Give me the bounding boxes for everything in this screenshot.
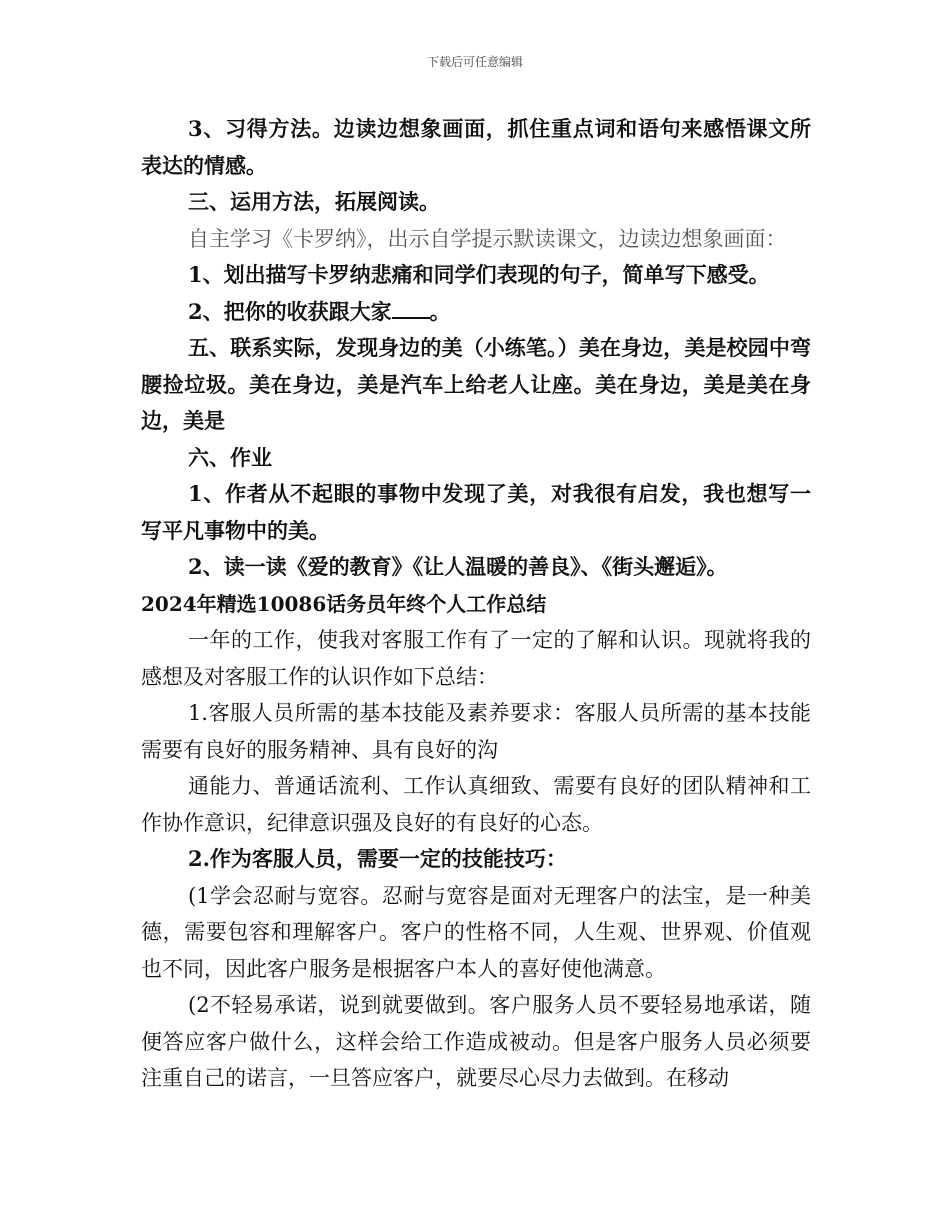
paragraph-patience: (1学会忍耐与宽容。忍耐与宽容是面对无理客户的法宝，是一种美德，需要包容和理解客户。客户的性格不同，人生观、世界观、价值观也不同，因此客户服务是根据客户本人的喜好使他满意。 (141, 883, 811, 981)
paragraph-task-1: 1、划出描写卡罗纳悲痛和同学们表现的句子，简单写下感受。 (188, 262, 770, 287)
paragraph-homework-1: 1、作者从不起眼的事物中发现了美，对我很有启发，我也想写一写平凡事物中的美。 (141, 481, 811, 543)
document-title: 2024年精选10086话务员年终个人工作总结 (141, 591, 547, 616)
paragraph-intro: 一年的工作，使我对客服工作有了一定的了解和认识。现就将我的感想及对客服工作的认识作如下总结： (141, 628, 811, 689)
document-body (141, 111, 811, 1097)
paragraph-task-2 (141, 294, 811, 331)
paragraph-skills-1: 1.客服人员所需的基本技能及素养要求：客服人员所需的基本技能需要有良好的服务精神、具有良好的沟 (141, 701, 811, 762)
task-2-end: 。 (429, 298, 451, 324)
fill-in-blank (392, 299, 430, 319)
section-heading-homework: 六、作业 (188, 444, 272, 470)
paragraph-skills-2-heading: 2.作为客服人员，需要一定的技能技巧： (188, 846, 567, 871)
paragraph-promise: (2不轻易承诺，说到就要做到。客户服务人员不要轻易地承诺，随便答应客户做什么，这样会给工作造成被动。但是客户服务人员必须要注重自己的诺言，一旦答应客户，就要尽心尽力去做到。在移动 (141, 993, 811, 1090)
task-2-text: 2、把你的收获跟大家 (188, 298, 392, 324)
paragraph-self-study: 自主学习《卡罗纳》，出示自学提示默读课文，边读边想象画面： (188, 226, 787, 251)
section-heading-apply: 三、运用方法，拓展阅读。 (188, 189, 440, 214)
page-header: 下载后可任意编辑 (426, 55, 523, 69)
paragraph-skills-1-cont: 通能力、普通话流利、工作认真细致、需要有良好的团队精神和工作协作意识，纪律意识强及良好的有良好的心态。 (141, 774, 811, 835)
paragraph-method: 3、习得方法。边读边想象画面，抓住重点词和语句来感悟课文所表达的情感。 (141, 116, 811, 178)
paragraph-homework-2: 2、读一读《爱的教育》《让人温暖的善良》、《街头邂逅》。 (188, 554, 728, 579)
section-heading-beauty: 五、联系实际，发现身边的美（小练笔。）美在身边，美是校园中弯腰捡垃圾。美在身边，美是汽车上给老人让座。美在身边，美是美在身边，美是 (141, 335, 811, 433)
